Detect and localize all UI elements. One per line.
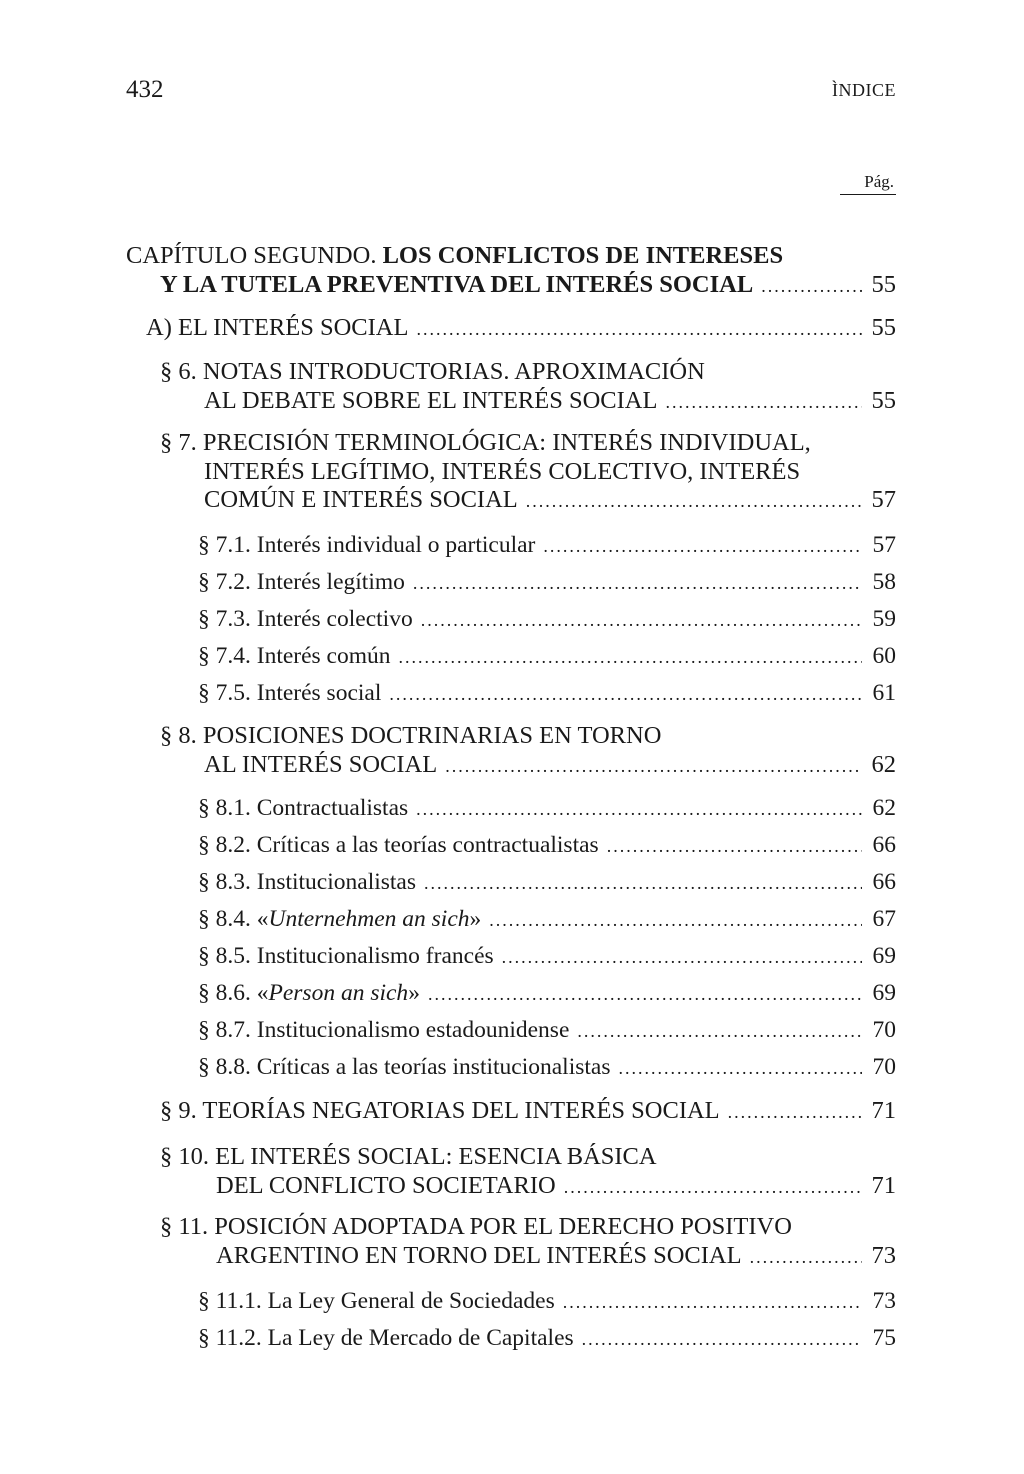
toc-entry-7 [126, 429, 896, 516]
page-ref: 69 [872, 943, 896, 969]
toc-entry-label: § 9. TEORÍAS NEGATORIAS DEL INTERÉS SOCIAL [160, 1097, 720, 1124]
page-ref: 73 [871, 1241, 896, 1269]
label-italic: Unternehmen an sich [268, 906, 470, 932]
dot-leader [445, 752, 862, 781]
chapter-title-line-2: Y LA TUTELA PREVENTIVA DEL INTERÉS SOCIAL [160, 270, 754, 298]
toc-entry-label: § 7.2. Interés legítimo [198, 569, 405, 595]
toc-entry-8-1 [126, 794, 896, 824]
label-italic: Person an sich [268, 980, 409, 1006]
toc-entry-label: § 11.1. La Ley General de Sociedades [198, 1288, 555, 1314]
toc-entry-8-3 [126, 868, 896, 898]
toc-entry-label: § 7.4. Interés común [198, 643, 391, 669]
toc-entry-label: § 7.5. Interés social [198, 680, 382, 706]
toc-entry-label [198, 905, 481, 934]
toc-entry-label: § 11.2. La Ley de Mercado de Capitales [198, 1325, 574, 1351]
toc-entry-label [198, 979, 420, 1008]
page-ref: 73 [872, 1288, 896, 1314]
toc-entry-label: § 7.1. Interés individual o particular [198, 532, 536, 558]
dot-leader [413, 569, 862, 598]
toc-entry-11 [126, 1213, 896, 1271]
toc-entry-label-cont: INTERÉS LEGÍTIMO, INTERÉS COLECTIVO, INTERÉS [204, 457, 801, 485]
dot-leader [424, 869, 862, 898]
page-number: 432 [126, 76, 164, 103]
page-ref: 57 [872, 532, 896, 558]
toc-entry-label-cont: AL INTERÉS SOCIAL [204, 750, 438, 778]
toc-entry-8-8 [126, 1053, 896, 1083]
dot-leader [399, 643, 862, 672]
dot-leader [416, 315, 862, 344]
dot-leader [761, 272, 862, 301]
page-ref: 60 [872, 643, 896, 669]
page-ref: 66 [872, 869, 896, 895]
page-ref: 70 [872, 1017, 896, 1043]
toc-entry-7-1 [126, 531, 896, 561]
toc-entry-8 [126, 722, 896, 780]
dot-leader [728, 1098, 862, 1127]
toc-entry-7-5 [126, 679, 896, 709]
toc-entry-label: § 8.3. Institucionalistas [198, 869, 417, 895]
dot-leader [389, 680, 862, 709]
dot-leader [543, 532, 862, 561]
chapter-label: CAPÍTULO SEGUNDO. [126, 242, 383, 269]
page-ref: 66 [872, 832, 896, 858]
toc-entry-label: § 8.2. Críticas a las teorías contractualistas [198, 832, 599, 858]
dot-leader [502, 943, 862, 972]
toc-entry-label: § 8.8. Críticas a las teorías institucionalistas [198, 1054, 611, 1080]
toc-entry-8-5 [126, 942, 896, 972]
toc-entry-8-7 [126, 1016, 896, 1046]
toc-entry-8-6 [126, 979, 896, 1009]
dot-leader [563, 1288, 862, 1317]
toc-entry-label: A) EL INTERÉS SOCIAL [146, 314, 409, 341]
toc-entry-9 [126, 1097, 896, 1127]
toc-entry-label-cont: AL DEBATE SOBRE EL INTERÉS SOCIAL [204, 386, 658, 414]
page-ref: 71 [871, 1171, 896, 1199]
toc-entry-label: § 11. POSICIÓN ADOPTADA POR EL DERECHO POSITIVO [160, 1213, 792, 1240]
toc-entry-10 [126, 1143, 896, 1201]
dot-leader [582, 1325, 862, 1354]
page-ref: 62 [872, 795, 896, 821]
toc-entry-label: § 8. POSICIONES DOCTRINARIAS EN TORNO [160, 722, 662, 749]
toc-entry-label: § 7.3. Interés colectivo [198, 606, 413, 632]
dot-leader [750, 1243, 862, 1272]
dot-leader [665, 388, 862, 417]
page-ref: 61 [872, 680, 896, 706]
dot-leader [489, 906, 862, 935]
chapter-title-line-1: LOS CONFLICTOS DE INTERESES [382, 242, 784, 269]
toc-entry-11-2 [126, 1324, 896, 1354]
toc-entry-label-cont: ARGENTINO EN TORNO DEL INTERÉS SOCIAL [216, 1241, 742, 1269]
page-ref: 71 [871, 1097, 896, 1124]
page-ref: 59 [872, 606, 896, 632]
dot-leader [416, 795, 862, 824]
dot-leader [526, 487, 862, 516]
toc-entry-label-cont: DEL CONFLICTO SOCIETARIO [216, 1171, 556, 1199]
label-suffix: » [469, 906, 482, 932]
page-ref: 58 [872, 569, 896, 595]
label-prefix: § 8.4. « [198, 906, 269, 932]
toc-entry-8-2 [126, 831, 896, 861]
toc-entry-label: § 7. PRECISIÓN TERMINOLÓGICA: INTERÉS INDIVIDUAL, [160, 429, 811, 456]
page-ref: 55 [871, 270, 896, 298]
dot-leader [428, 980, 862, 1009]
toc-entry-label: § 6. NOTAS INTRODUCTORIAS. APROXIMACIÓN [160, 358, 705, 385]
toc-entry-label: § 8.7. Institucionalismo estadounidense [198, 1017, 570, 1043]
dot-leader [421, 606, 862, 635]
toc-chapter-heading [126, 242, 896, 300]
dot-leader [564, 1173, 862, 1202]
label-suffix: » [408, 980, 420, 1006]
page-ref: 55 [871, 386, 896, 414]
toc-entry-label: § 8.1. Contractualistas [198, 795, 409, 821]
toc-entry-label: § 8.5. Institucionalismo francés [198, 943, 494, 969]
toc-entry-7-2 [126, 568, 896, 598]
dot-leader [607, 832, 862, 861]
page-ref: 67 [872, 906, 896, 932]
toc-entry-8-4 [126, 905, 896, 935]
page-ref: 69 [872, 980, 896, 1006]
page-ref: 75 [872, 1325, 896, 1351]
label-prefix: § 8.6. « [198, 980, 269, 1006]
toc-entry-label-cont: COMÚN E INTERÉS SOCIAL [204, 486, 518, 513]
dot-leader [577, 1017, 862, 1046]
toc-section-a [126, 314, 896, 344]
toc-entry-6 [126, 358, 896, 416]
page-ref: 57 [871, 486, 896, 513]
dot-leader [618, 1054, 862, 1083]
page-ref: 55 [871, 314, 896, 341]
toc-entry-7-4 [126, 642, 896, 672]
running-head: ÌNDICE [832, 80, 896, 100]
toc-entry-11-1 [126, 1287, 896, 1317]
page-ref: 70 [872, 1054, 896, 1080]
page-column-label: Pág. [840, 172, 896, 195]
page-ref: 62 [871, 750, 896, 778]
toc-entry-label: § 10. EL INTERÉS SOCIAL: ESENCIA BÁSICA [160, 1143, 657, 1170]
toc-entry-7-3 [126, 605, 896, 635]
